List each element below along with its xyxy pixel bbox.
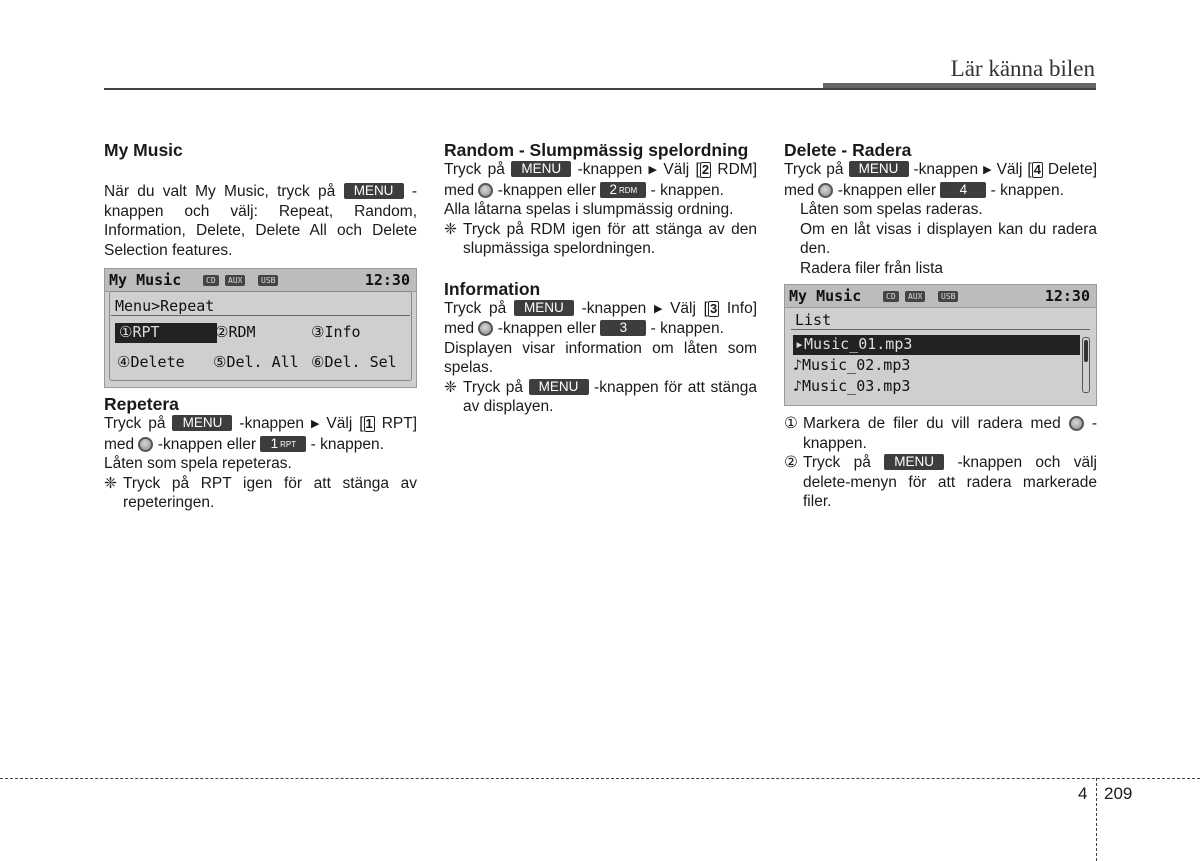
lcd-list-row: ♪Music_02.mp3 [793,356,911,374]
info-result: Displayen visar information om låten som spelas. [444,339,757,376]
select-number-icon: 3 [709,300,718,316]
button-2-rdm-icon [600,182,646,198]
delete-step-2 [784,453,1097,512]
delete-text: -knappen [913,161,979,178]
cd-source-icon: CD [203,275,219,286]
lcd-list-screen [784,284,1097,406]
button-1-rpt-icon [260,436,306,452]
random-text: - [650,181,656,199]
footer-divider [1096,778,1097,861]
menu-button-icon: MENU [511,161,571,177]
intro-text: När du valt My Music, tryck på [104,183,336,200]
button-number: 1 [270,435,279,451]
select-number-icon: 2 [701,162,710,177]
note-text-part: -knappen för att stänga av displayen. [463,378,758,415]
delete-text: knappen. [1000,181,1064,199]
repeat-text: -knappen [239,415,305,432]
note-mark-icon: ❈ [104,474,117,492]
button-sublabel: RDM [618,185,638,195]
random-text: Välj [ [663,161,700,178]
note-text: Tryck på RPT igen för att stänga av repeteringen. [123,474,417,511]
header-rule [104,88,1096,90]
repeat-text: Tryck på [104,415,166,432]
repeat-text: - [310,435,316,453]
aux-source-icon: AUX [225,275,245,286]
lcd-divider [111,315,410,316]
intro-text: knappen och välj: Repeat, Random, Information, Delete, Delete All och Delete Selection features. [104,202,417,259]
info-text: Välj [ [670,299,708,317]
info-text: Info] med [444,299,758,337]
delete-text: Välj [ [996,161,1032,178]
lcd-breadcrumb: List [795,311,832,329]
menu-button-icon: MENU [849,161,909,177]
lcd-title: My Music [789,287,862,305]
random-text: -knappen eller [497,181,597,199]
note-text: Tryck på RDM igen för att stänga av den slupmässiga spelordningen. [463,220,757,257]
repeat-instructions [104,414,417,454]
info-text: Tryck på [444,299,507,317]
random-note [444,220,757,259]
step-number-icon: ② [784,454,798,471]
delete-text: -knappen eller [837,181,937,199]
note-mark-icon: ❈ [444,378,457,396]
delete-text: - [990,181,996,199]
step-text-part: -knappen. [803,415,1097,452]
lcd-status-bar [105,269,416,292]
delete-line: Radera filer från lista [800,259,944,277]
intro-text: - [411,183,417,200]
arrow-right-icon: ▶ [311,418,320,430]
arrow-right-icon: ▶ [983,164,992,176]
lcd-divider [791,329,1090,330]
info-text: -knappen eller [497,320,597,337]
lcd-option-rdm: ②RDM [215,323,256,341]
info-text: -knappen [581,299,647,317]
lcd-list-row: ♪Music_03.mp3 [793,377,911,395]
step-text [803,414,1097,453]
lcd-option-del-all: ⑤Del. All [213,353,299,371]
random-text: RDM] med [444,161,758,199]
random-text: knappen. [660,181,724,199]
tune-knob-icon [138,437,153,452]
info-text: - [650,320,656,337]
delete-step-1 [784,414,1097,453]
delete-line: Låten som spelas raderas. [800,201,983,218]
info-instructions [444,299,757,339]
repeat-text: RPT] med [104,415,418,453]
page-number: 209 [1104,784,1133,803]
random-text: -knappen [577,161,643,178]
arrow-right-icon: ▶ [653,302,663,315]
intro-paragraph [104,182,417,260]
aux-source-icon: AUX [905,291,925,302]
column-random-info [444,140,757,417]
step-text-part: Markera de filer du vill radera med [803,415,1061,432]
delete-details [784,200,1097,278]
tune-knob-icon [1069,416,1084,431]
lcd-scrollbar [1082,337,1090,393]
step-text-part: Tryck på [803,454,871,471]
step-number-icon: ① [784,415,798,432]
repeat-text: Välj [ [326,415,364,432]
button-3-icon: 3 [600,320,646,336]
button-number: 2 [609,181,617,197]
info-text: knappen. [660,320,724,337]
usb-source-icon: USB [938,291,958,302]
lcd-option-info: ③Info [311,323,361,341]
lcd-status-bar [785,285,1096,308]
section-heading-random: Random - Slumpmässig spelordning [444,140,749,160]
step-text-part: -knappen och välj delete-menyn för att radera markerade filer. [803,454,1097,510]
lcd-clock: 12:30 [1044,287,1090,305]
delete-text: Tryck på [784,161,844,178]
lcd-option-delete: ④Delete [117,353,185,371]
section-heading-repetera: Repetera [104,394,179,414]
section-heading-information: Information [444,278,541,299]
step-text [803,453,1097,512]
note-text [463,378,757,417]
column-my-music [104,140,417,513]
delete-instructions [784,160,1097,200]
menu-button-icon: MENU [884,454,944,470]
note-mark-icon: ❈ [444,220,457,238]
lcd-breadcrumb: Menu>Repeat [115,297,215,315]
menu-button-icon: MENU [514,300,574,316]
lcd-option-rpt: ①RPT [115,323,217,343]
random-result: Alla låtarna spelas i slumpmässig ordning. [444,201,734,218]
random-text: Tryck på [444,161,505,178]
button-4-icon: 4 [940,182,986,198]
delete-line: Om en låt visas i displayen kan du radera den. [800,220,1097,257]
lcd-clock: 12:30 [364,271,410,289]
lcd-scroll-thumb [1084,340,1088,362]
tune-knob-icon [478,183,493,198]
lcd-title: My Music [109,271,182,289]
delete-text: Delete] med [784,161,1098,199]
repeat-text: -knappen eller [157,435,257,453]
arrow-right-icon: ▶ [648,164,658,176]
cd-source-icon: CD [883,291,899,302]
button-sublabel: RPT [280,439,297,449]
info-note [444,378,757,417]
repeat-note [104,474,417,513]
select-number-icon: 4 [1033,162,1041,177]
note-text-part: Tryck på [463,378,524,396]
section-heading-delete: Delete - Radera [784,140,912,160]
footer-rule [0,778,1200,779]
select-number-icon: 1 [365,416,373,431]
menu-button-icon: MENU [344,183,404,199]
menu-button-icon: MENU [529,379,589,395]
section-heading-my-music: My Music [104,140,183,160]
repeat-result: Låten som spela repeteras. [104,455,292,472]
lcd-list-row-selected: ▸Music_01.mp3 [793,335,1080,355]
menu-button-icon: MENU [172,415,232,431]
random-instructions [444,160,757,200]
page-header-title: Lär känna bilen [950,56,1095,81]
column-delete [784,140,1097,512]
repeat-text: knappen. [320,435,384,453]
usb-source-icon: USB [258,275,278,286]
tune-knob-icon [818,183,833,198]
lcd-menu-repeat-screen [104,268,417,388]
tune-knob-icon [478,321,493,336]
lcd-option-del-sel: ⑥Del. Sel [311,353,397,371]
chapter-number: 4 [1078,784,1088,803]
